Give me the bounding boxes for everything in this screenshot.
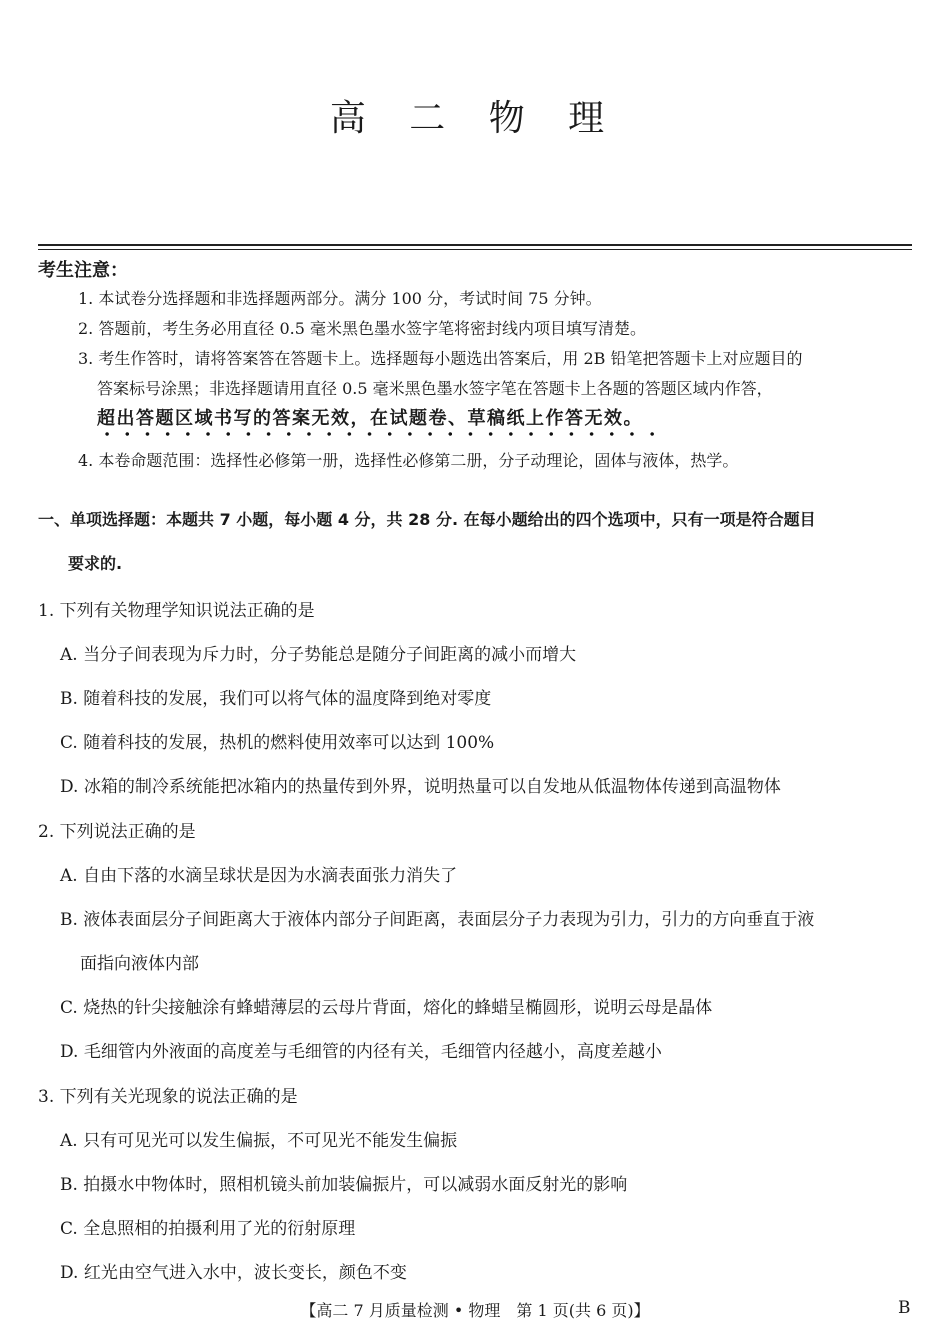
header-divider-thin xyxy=(38,249,912,250)
question-2-option-d: D. 毛细管内外液面的高度差与毛细管的内径有关，毛细管内径越小，高度差越小 xyxy=(60,1042,662,1062)
question-3-option-c: C. 全息照相的拍摄利用了光的衍射原理 xyxy=(60,1219,356,1239)
question-1-stem: 1. 下列有关物理学知识说法正确的是 xyxy=(38,601,315,621)
question-2-option-c: C. 烧热的针尖接触涂有蜂蜡薄层的云母片背面，熔化的蜂蜡呈椭圆形，说明云母是晶体 xyxy=(60,998,713,1018)
question-2-stem: 2. 下列说法正确的是 xyxy=(38,822,196,842)
question-2-option-b-line-2: 面指向液体内部 xyxy=(80,954,199,974)
emphasis-dots xyxy=(97,430,663,438)
notice-item-3-line-2: 答案标号涂黑；非选择题请用直径 0.5 毫米黑色墨水签字笔在答题卡上各题的答题区域内作答， xyxy=(97,379,773,398)
page-title: 高 二 物 理 xyxy=(329,98,621,139)
notice-item-4: 4. 本卷命题范围：选择性必修第一册，选择性必修第二册，分子动理论，固体与液体，热学。 xyxy=(78,451,739,470)
question-1-option-d: D. 冰箱的制冷系统能把冰箱内的热量传到外界，说明热量可以自发地从低温物体传递到高温物体 xyxy=(60,777,781,797)
page-footer: 【高二 7 月质量检测 • 物理 第 1 页(共 6 页)】 xyxy=(300,1301,650,1320)
notice-item-1: 1. 本试卷分选择题和非选择题两部分。满分 100 分，考试时间 75 分钟。 xyxy=(78,289,602,308)
question-2-option-b-line-1: B. 液体表面层分子间距离大于液体内部分子间距离，表面层分子力表现为引力，引力的方向垂直于液 xyxy=(60,910,815,930)
question-3-option-b: B. 拍摄水中物体时，照相机镜头前加装偏振片，可以减弱水面反射光的影响 xyxy=(60,1175,628,1195)
question-1-option-a: A. 当分子间表现为斥力时，分子势能总是随分子间距离的减小而增大 xyxy=(60,645,577,665)
notice-item-3-emphasis: 超出答题区域书写的答案无效，在试题卷、草稿纸上作答无效。 xyxy=(97,408,643,429)
section-heading-line-2: 要求的. xyxy=(68,554,123,573)
question-3-option-a: A. 只有可见光可以发生偏振，不可见光不能发生偏振 xyxy=(60,1131,458,1151)
section-heading-line-1: 一、单项选择题：本题共 7 小题，每小题 4 分，共 28 分. 在每小题给出的四个选项中，只有一项是符合题目 xyxy=(38,510,816,529)
notice-item-3-line-1: 3. 考生作答时，请将答案答在答题卡上。选择题每小题选出答案后，用 2B 铅笔把答题卡上对应题目的 xyxy=(78,349,803,368)
notice-item-2: 2. 答题前，考生务必用直径 0.5 毫米黑色墨水签字笔将密封线内项目填写清楚。 xyxy=(78,319,646,338)
question-3-option-d: D. 红光由空气进入水中，波长变长，颜色不变 xyxy=(60,1263,407,1283)
header-divider-thick xyxy=(38,244,912,246)
question-1-option-c: C. 随着科技的发展，热机的燃料使用效率可以达到 100% xyxy=(60,733,495,753)
question-1-option-b: B. 随着科技的发展，我们可以将气体的温度降到绝对零度 xyxy=(60,689,492,709)
notice-heading: 考生注意： xyxy=(38,260,128,281)
question-2-option-a: A. 自由下落的水滴呈球状是因为水滴表面张力消失了 xyxy=(60,866,458,886)
question-3-stem: 3. 下列有关光现象的说法正确的是 xyxy=(38,1087,298,1107)
paper-version: B xyxy=(898,1298,911,1318)
